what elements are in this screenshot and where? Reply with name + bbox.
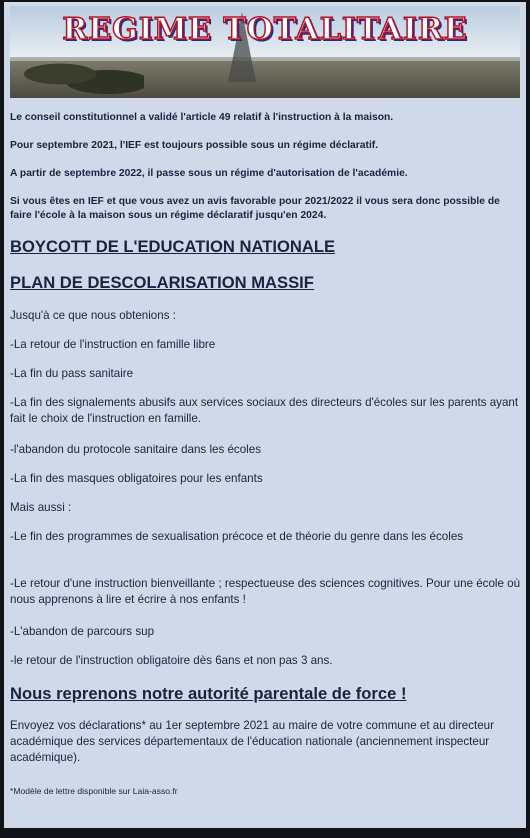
paragraph-september-2021: Pour septembre 2021, l'IEF est toujours possible sous un régime déclaratif. xyxy=(10,140,379,151)
heading-descolarisation: PLAN DE DESCOLARISATION MASSIF xyxy=(10,273,314,292)
footnote: *Modèle de lettre disponible sur Laia-asso.fr xyxy=(10,786,178,796)
list-item: -le retour de l'instruction obligatoire dès 6ans et non pas 3 ans. xyxy=(10,654,333,667)
list-item: -L'abandon de parcours sup xyxy=(10,625,155,638)
demands-intro: Jusqu'à ce que nous obtenions : xyxy=(10,309,176,322)
list-item: -Le fin des programmes de sexualisation précoce et de théorie du genre dans les écoles xyxy=(10,530,464,543)
soldiers-silhouette xyxy=(24,58,144,98)
slogan: Nous reprenons notre autorité parentale de force ! xyxy=(10,684,407,703)
list-item: -La fin des masques obligatoires pour les enfants xyxy=(10,472,263,485)
list-item: -l'abandon du protocole sanitaire dans les écoles xyxy=(10,443,261,456)
list-item: -La fin des signalements abusifs aux services sociaux des directeurs d'écoles sur les parents ayant fait le choix de l'instruction en famille. xyxy=(10,396,519,425)
paragraph-september-2022: A partir de septembre 2022, il passe sous un régime d'autorisation de l'académie. xyxy=(10,168,408,179)
paragraph-article-49: Le conseil constitutionnel a validé l'article 49 relatif à l'instruction à la maison. xyxy=(10,112,394,123)
list-item: -La fin du pass sanitaire xyxy=(10,367,134,380)
list-item: -Le retour d'une instruction bienveillante ; respectueuse des sciences cognitives. Pour une école où nous apprenons à lire et écrire à nos enfants ! xyxy=(10,577,521,606)
heading-boycott: BOYCOTT DE L'EDUCATION NATIONALE xyxy=(10,237,336,256)
closing-paragraph: Envoyez vos déclarations* au 1er septembre 2021 au maire de votre commune et au directeur académique des services départementaux de l'éducation nationale (anciennement inspecteur académique). xyxy=(10,719,494,764)
paragraph-ief-2024: Si vous êtes en IEF et que vous avez un avis favorable pour 2021/2022 il vous sera donc possible de faire l'école à la maison sous un régime déclaratif jusqu'en 2024. xyxy=(10,196,500,221)
also-label: Mais aussi : xyxy=(10,501,72,514)
banner-title: REGIME TOTALITAIRE xyxy=(62,12,468,47)
poster-card xyxy=(4,2,526,828)
banner-image xyxy=(10,6,520,98)
list-item: -La retour de l'instruction en famille libre xyxy=(10,338,216,351)
